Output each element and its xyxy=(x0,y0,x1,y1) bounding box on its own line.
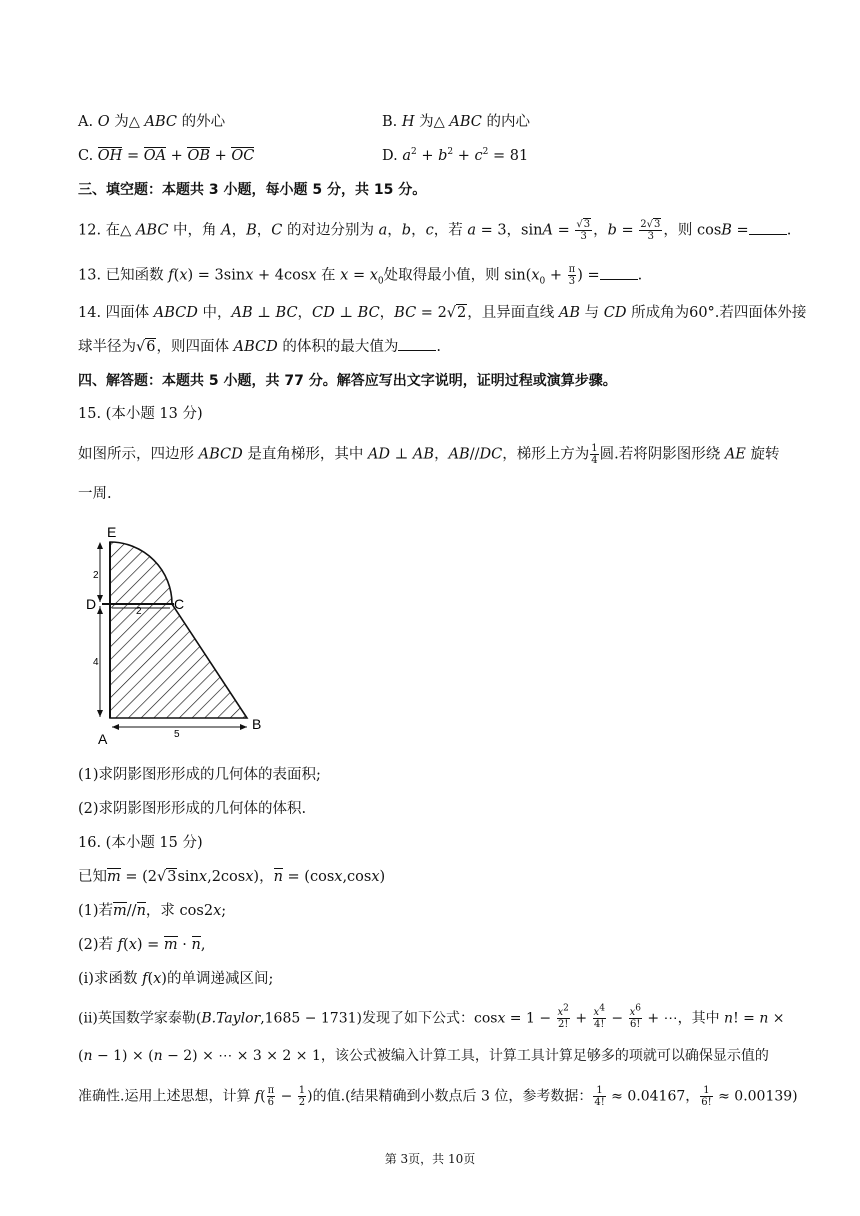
section-header-fill-in: 三、填空题：本题共 3 小题，每小题 5 分，共 15 分。 xyxy=(78,182,427,198)
question-15-part-1: (1)求阴影图形形成的几何体的表面积; xyxy=(78,767,321,783)
question-15-part-2: (2)求阴影图形形成的几何体的体积. xyxy=(78,801,307,817)
question-15-line-1: 如图所示，四边形 ABCD 是直角梯形，其中 AD ⊥ AB，AB//DC，梯形上方为 $\frac{1}{4}$ 圆.若将阴影图形绕 AE 旋转 xyxy=(78,443,780,466)
question-16-given: 已知m = (2√3sinx,2cosx)，n = (cosx,cosx) xyxy=(78,869,386,885)
question-15-line-2: 一周. xyxy=(78,486,112,502)
question-16-part-2i: (ⅰ)求函数 f(x)的单调递减区间; xyxy=(78,971,274,987)
section-header-solutions: 四、解答题：本题共 5 小题，共 77 分。解答应写出文字说明，证明过程或演算步骤。 xyxy=(78,373,617,389)
dim-ab: 5 xyxy=(174,729,180,740)
option-a: A. O 为△ ABC 的外心 xyxy=(78,114,226,130)
dim-ed: 2 xyxy=(93,570,99,581)
trapezoid-region xyxy=(110,604,247,718)
label-e: E xyxy=(107,524,117,540)
label-c: C xyxy=(174,596,185,612)
trapezoid-quarter-circle-figure xyxy=(82,522,282,752)
question-14-line-2: 球半径为√6，则四面体 ABCD 的体积的最大值为 . xyxy=(78,339,441,355)
question-12: 12. 在△ ABC 中，角 A，B，C 的对边分别为 a，b，c，若 a = 3，sinA = $\frac{√3}{3}$ ，b = $\frac{2√3}{3}$ ，则 cosB = . xyxy=(78,219,792,242)
option-c: C. OH = OA + OB + OC xyxy=(78,148,255,164)
question-15-title: 15. (本小题 13 分) xyxy=(78,406,203,422)
dim-ad: 4 xyxy=(93,657,99,668)
quarter-circle-region xyxy=(110,542,172,604)
page-footer: 第 3页，共 10页 xyxy=(384,1152,476,1166)
label-a: A xyxy=(98,731,108,747)
option-b: B. H 为△ ABC 的内心 xyxy=(382,114,531,130)
label-b: B xyxy=(252,716,262,732)
question-16-part-2ii-line-3: 准确性.运用上述思想，计算 f( $\frac{\pi}{6}$ − $\frac{1}{2}$ )的值.(结果精确到小数点后 3 位，参考数据： $\frac{1}{4!}$ ≈ 0.04167， $\frac{1}{6!}$ ≈ 0.00139) xyxy=(78,1085,798,1108)
question-13: 13. 已知函数 f(x) = 3sinx + 4cosx 在 $x = x_0$处取得最小值，则 $\sin(x_0$ + $\frac{\pi}{3}$ ) = . xyxy=(78,264,643,287)
dim-dc: 2 xyxy=(136,606,142,617)
label-d: D xyxy=(86,596,97,612)
question-14-line-1: 14. 四面体 ABCD 中，AB ⊥ BC，CD ⊥ BC，BC = 2√2，且异面直线 AB 与 CD 所成角为60°.若四面体外接 xyxy=(78,305,807,321)
question-16-part-2: (2)若 f(x) = m · n, xyxy=(78,937,206,953)
option-d: D. $a^2 + b^2 + c^2 = 81$ xyxy=(382,147,529,164)
question-16-part-2ii-line-2: (n − 1) × (n − 2) × ⋯ × 3 × 2 × 1，该公式被编入计算工具，计算工具计算足够多的项就可以确保显示值的 xyxy=(78,1048,769,1064)
question-16-part-2ii-line-1: (ⅱ)英国数学家泰勒(B.Taylor,1685 − 1731)发现了如下公式：cosx = 1 − $\frac{x^2}{2!}$ + $\frac{x^4}{4!}$ − $\frac{x^6}{6!}$ + ⋯，其中 n! = n × xyxy=(78,1003,785,1030)
question-16-part-1: (1)若m//n，求 cos2x; xyxy=(78,903,227,919)
question-16-title: 16. (本小题 15 分) xyxy=(78,835,203,851)
